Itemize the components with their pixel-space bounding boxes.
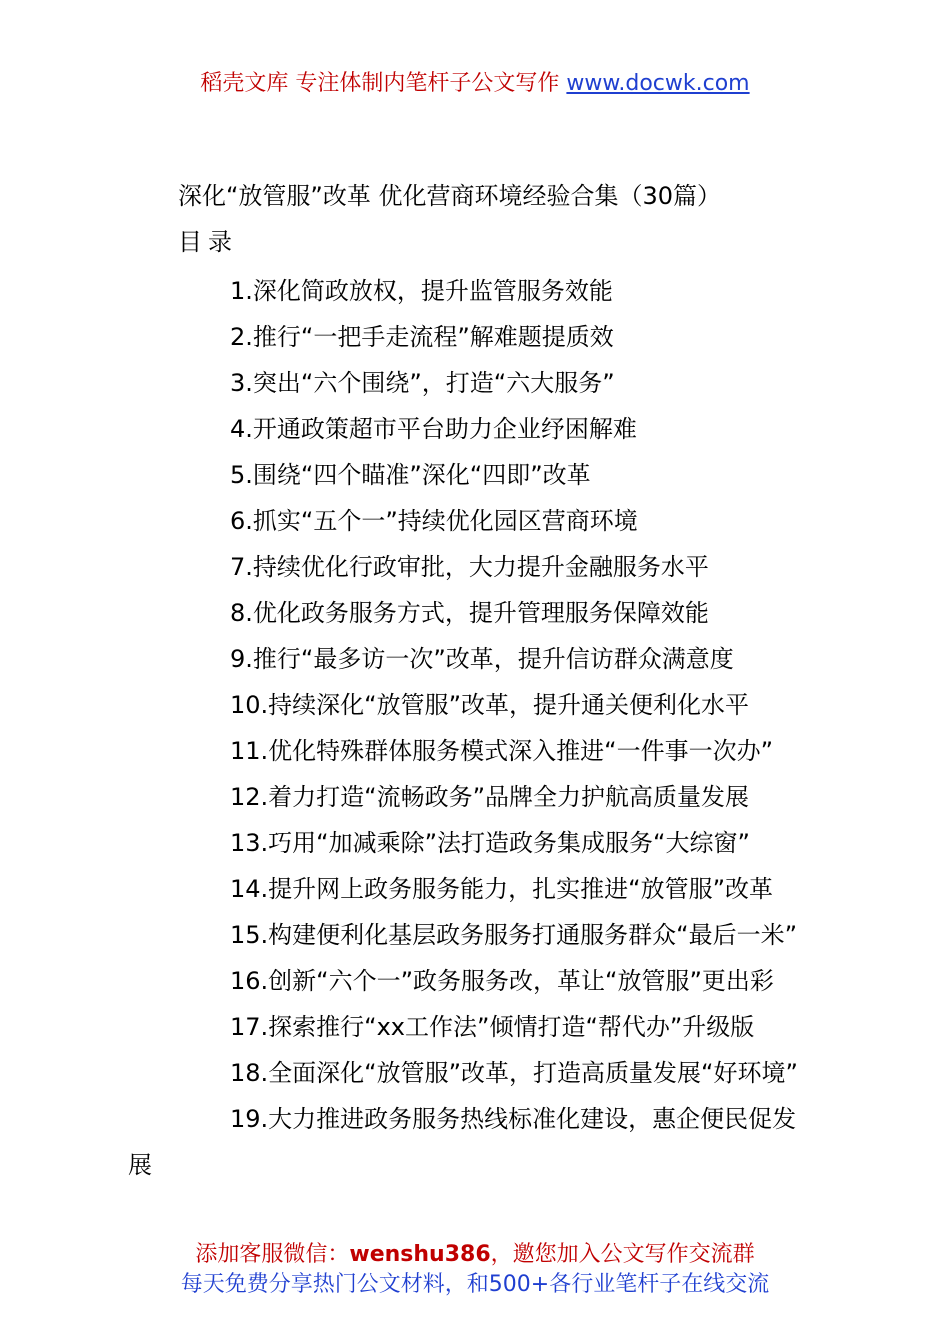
toc-item: 6.抓实“五个一”持续优化园区营商环境 (230, 507, 638, 535)
page-footer (0, 1240, 950, 1300)
toc-item: 4.开通政策超市平台助力企业纾困解难 (230, 415, 637, 443)
toc-item (0, 1096, 950, 1188)
toc-item-line: 展 (128, 1151, 152, 1179)
toc-item: 8.优化政务服务方式，提升管理服务保障效能 (230, 599, 709, 627)
table-of-contents (0, 268, 950, 1188)
toc-item: 17.探索推行“xx工作法”倾情打造“帮代办”升级版 (230, 1013, 755, 1041)
document-title: 深化“放管服”改革 优化营商环境经验合集（30篇） (178, 182, 722, 210)
footer-line-1 (0, 1240, 950, 1270)
page-header (0, 68, 950, 100)
toc-item: 5.围绕“四个瞄准”深化“四即”改革 (230, 461, 591, 489)
header-text: 稻壳文库 专注体制内笔杆子公文写作 (200, 71, 567, 96)
toc-item: 13.巧用“加减乘除”法打造政务集成服务“大综窗” (230, 829, 750, 857)
toc-item: 14.提升网上政务服务能力，扎实推进“放管服”改革 (230, 875, 774, 903)
toc-item: 10.持续深化“放管服”改革，提升通关便利化水平 (230, 691, 750, 719)
toc-item: 1.深化简政放权，提升监管服务效能 (230, 277, 613, 305)
toc-item: 9.推行“最多访一次”改革，提升信访群众满意度 (230, 645, 734, 673)
footer-wechat-id: wenshu386 (349, 1242, 491, 1267)
footer-prefix: 添加客服微信： (195, 1242, 350, 1267)
toc-item: 7.持续优化行政审批，大力提升金融服务水平 (230, 553, 709, 581)
toc-heading: 目录 (178, 228, 238, 256)
toc-item-line: 19.大力推进政务服务热线标准化建设，惠企便民促发 (230, 1105, 797, 1133)
toc-item: 16.创新“六个一”政务服务改，革让“放管服”更出彩 (230, 967, 774, 995)
toc-item: 2.推行“一把手走流程”解难题提质效 (230, 323, 614, 351)
footer-line-2: 每天免费分享热门公文材料，和500+各行业笔杆子在线交流 (180, 1272, 770, 1297)
footer-suffix: ，邀您加入公文写作交流群 (490, 1242, 755, 1267)
toc-item: 11.优化特殊群体服务模式深入推进“一件事一次办” (230, 737, 774, 765)
toc-item: 12.着力打造“流畅政务”品牌全力护航高质量发展 (230, 783, 750, 811)
header-link[interactable]: www.docwk.com (566, 71, 750, 96)
toc-item: 18.全面深化“放管服”改革，打造高质量发展“好环境” (230, 1059, 798, 1087)
toc-item: 3.突出“六个围绕”，打造“六大服务” (230, 369, 615, 397)
toc-item: 15.构建便利化基层政务服务打通服务群众“最后一米” (230, 921, 798, 949)
